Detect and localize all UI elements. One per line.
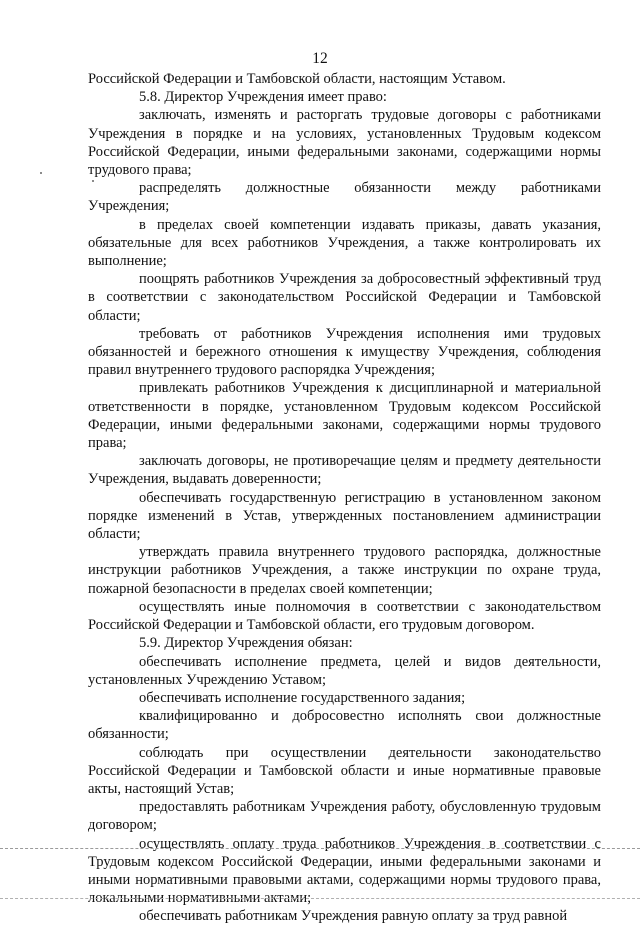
list-item-paragraph: квалифицированно и добросовестно исполнять свои должностные обязанности; (88, 708, 601, 743)
list-item-paragraph: привлекать работников Учреждения к дисциплинарной и материальной ответственности в порядке, установленном Трудовым кодексом Российской Федерации, иными федеральными законами, содержащими нормы трудового права; (88, 380, 601, 452)
list-item-paragraph: обеспечивать исполнение государственного задания; (139, 689, 466, 706)
scan-fold-line (0, 898, 640, 899)
section-heading-5-9: 5.9. Директор Учреждения обязан: (139, 635, 353, 652)
list-item-paragraph: поощрять работников Учреждения за добросовестный эффективный труд в соответствии с законодательством Российской Федерации и Тамбовской области; (88, 271, 601, 324)
scan-speck (40, 172, 42, 174)
section-heading-5-8: 5.8. Директор Учреждения имеет право: (139, 89, 387, 106)
document-body (88, 70, 601, 926)
list-item-paragraph: заключать договоры, не противоречащие целям и предмету деятельности Учреждения, выдавать доверенности; (88, 453, 601, 488)
list-item-paragraph: утверждать правила внутреннего трудового распорядка, должностные инструкции работников Учреждения, а также инструкции по охране труда, пожарной безопасности в пределах своей компетенции; (88, 544, 601, 597)
list-item-paragraph: предоставлять работникам Учреждения работу, обусловленную трудовым договором; (88, 799, 601, 834)
list-item-paragraph: обеспечивать работникам Учреждения равную оплату за труд равной (139, 908, 568, 925)
list-item-paragraph: обеспечивать государственную регистрацию в установленном законом порядке изменений в Устав, утвержденных постановлением администрации области; (88, 489, 601, 543)
list-item-paragraph: в пределах своей компетенции издавать приказы, давать указания, обязательные для всех работников Учреждения, а также контролировать их выполнение; (88, 216, 601, 270)
list-item-paragraph: требовать от работников Учреждения исполнения ими трудовых обязанностей и бережного отношения к имуществу Учреждения, соблюдения правил внутреннего трудового распорядка Учреждения; (88, 325, 601, 379)
list-item-paragraph: осуществлять оплату труда работников Учреждения в соответствии с Трудовым кодексом Российской Федерации, иными федеральными законами и иными нормативными правовыми актами, содержащими нормы трудового права, локальными нормативными актами; (88, 835, 601, 907)
list-item-paragraph: соблюдать при осуществлении деятельности законодательство Российской Федерации и Тамбовской области и иные нормативные правовые акты, настоящий Устав; (88, 744, 601, 797)
scan-fold-line (0, 848, 640, 849)
paragraph-continuation: Российской Федерации и Тамбовской области, настоящим Уставом. (88, 71, 506, 87)
page-number: 12 (312, 50, 328, 67)
list-item-paragraph: заключать, изменять и расторгать трудовые договоры с работниками Учреждения в порядке и на условиях, установленных Трудовым кодексом Российской Федерации, иными федеральными законами, содержащими нормы трудового права; (88, 107, 601, 179)
list-item-paragraph: обеспечивать исполнение предмета, целей и видов деятельности, установленных Учреждению Уставом; (88, 653, 601, 688)
list-item-paragraph: осуществлять иные полномочия в соответствии с законодательством Российской Федерации и Тамбовской области, его трудовым договором. (88, 598, 601, 634)
list-item-paragraph: распределять должностные обязанности между работниками Учреждения; (88, 180, 601, 215)
scan-speck (92, 180, 94, 182)
